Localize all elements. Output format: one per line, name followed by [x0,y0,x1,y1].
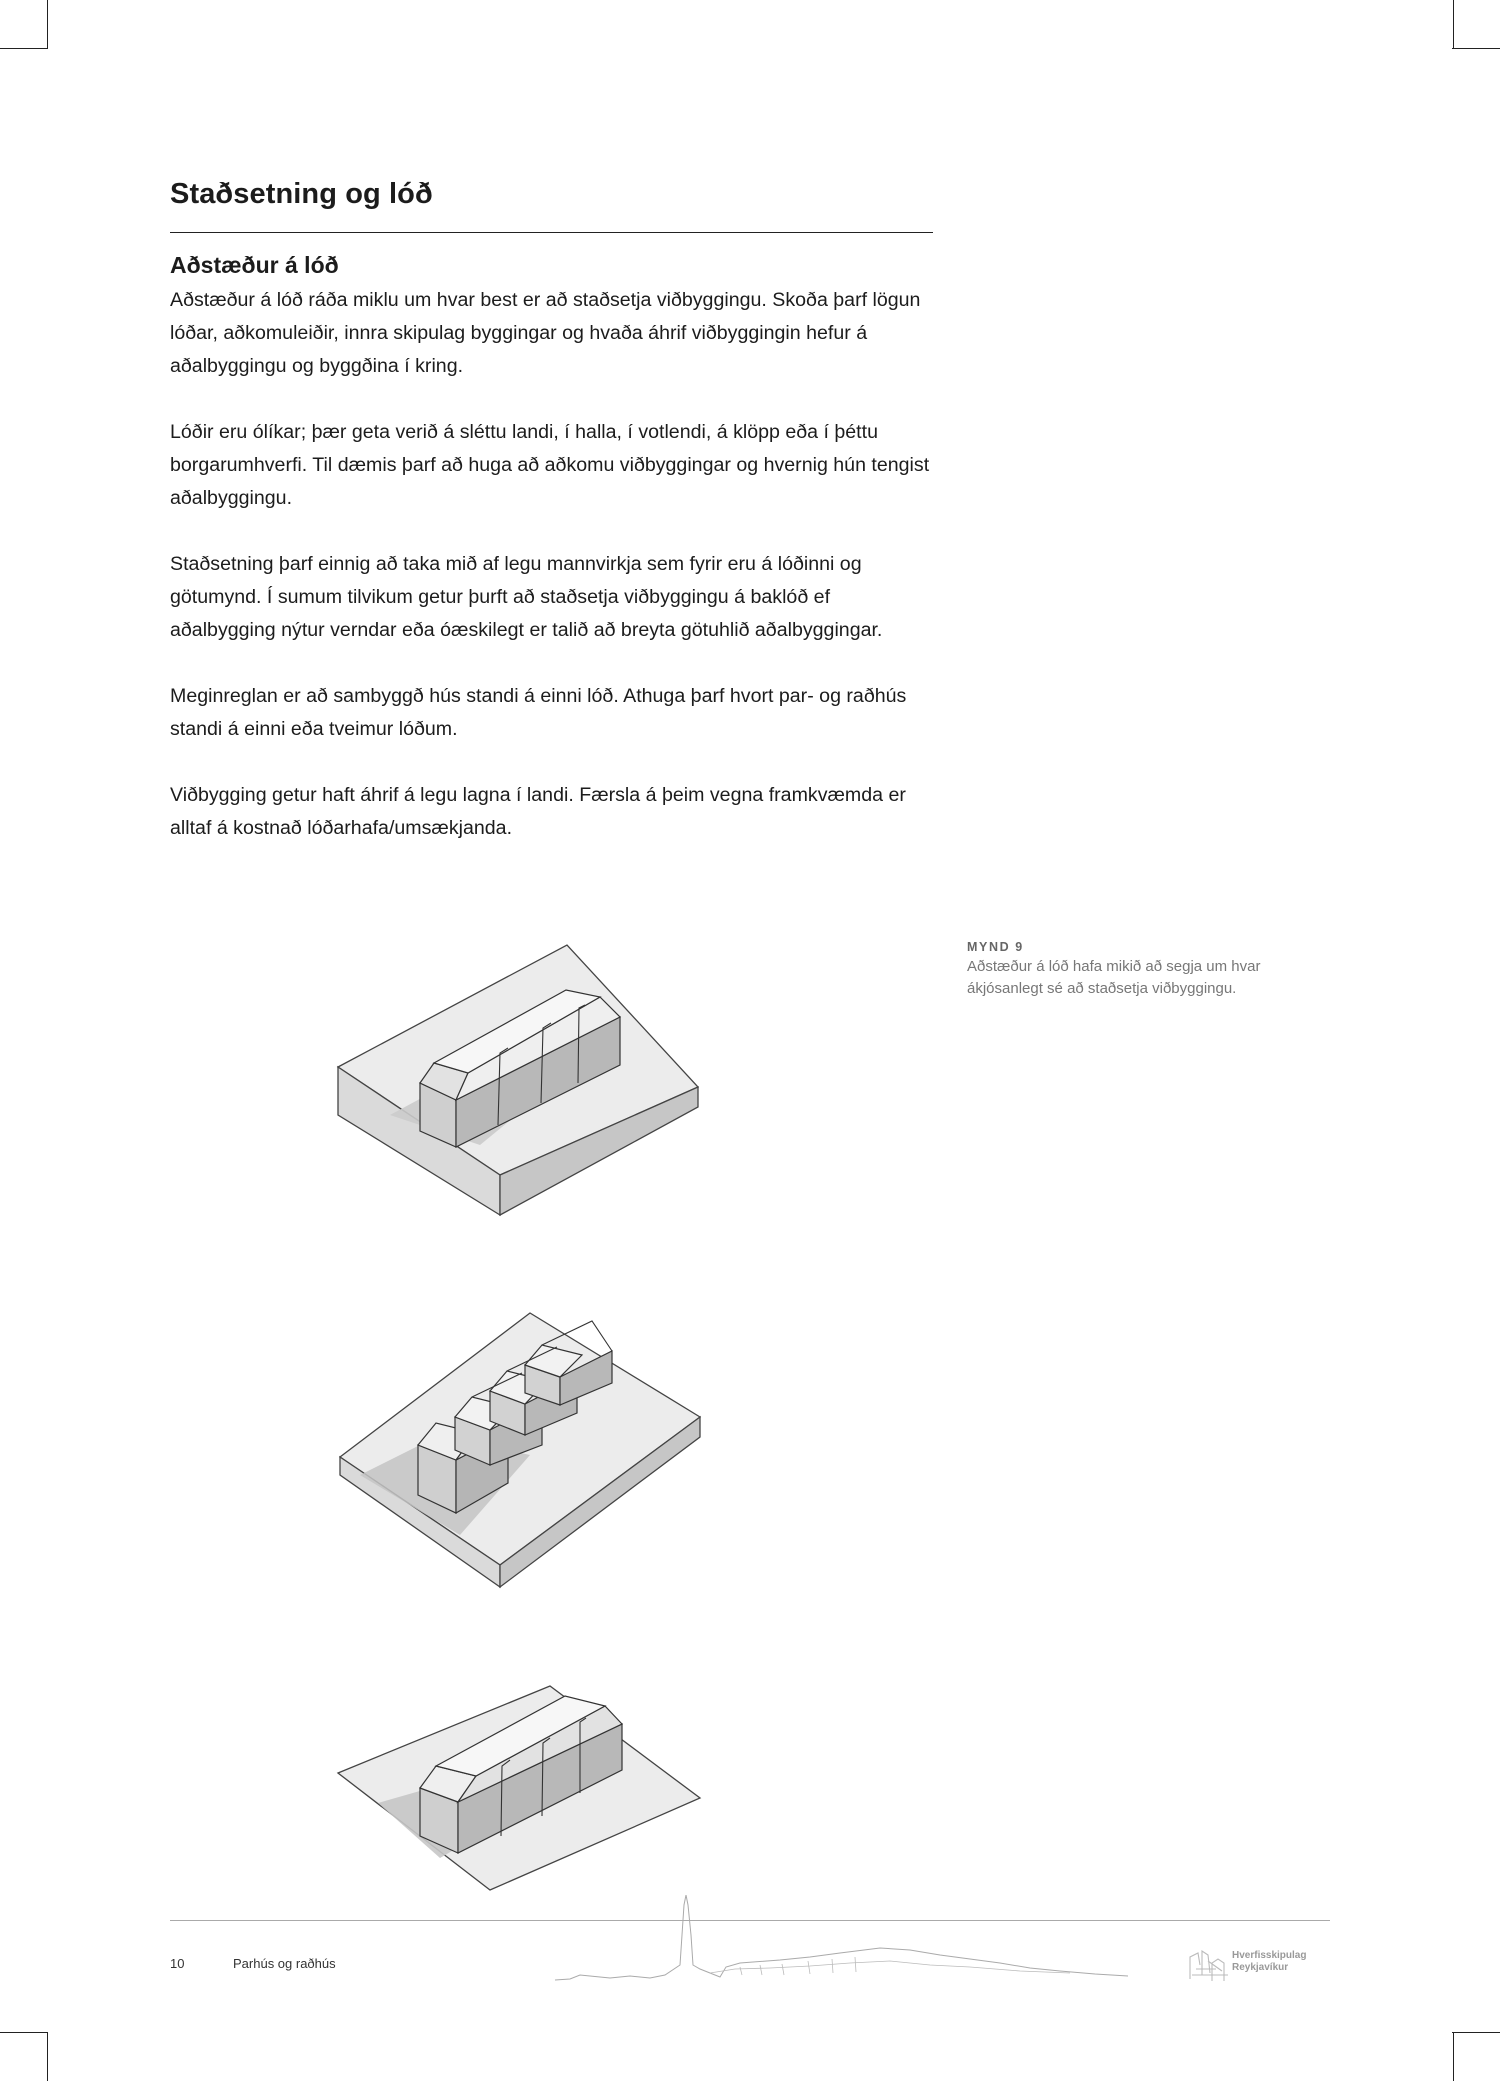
hverfisskipulag-logo-icon [1188,1945,1230,1985]
crop-mark [47,2033,48,2081]
logo-text [1232,1950,1306,1974]
logo-text-line1: Hverfisskipulag [1232,1950,1307,1961]
paragraph: Staðsetning þarf einnig að taka mið af legu mannvirkja sem fyrir eru á lóðinni og götumynd. Í sumum tilvikum getur þurft að staðsetja viðbyggingu á baklóð ef aðalbygging nýtur verndar eða óæskilegt er talið að breyta götuhlið aðalbyggingar. [170,553,883,641]
crop-mark [0,2032,48,2033]
figure-caption [967,938,1327,1000]
body-text [170,284,935,878]
page-number: 10 [170,1956,185,1971]
crop-mark [1452,2032,1500,2033]
page-title: Staðsetning og lóð [170,178,433,210]
crop-mark [1453,2033,1454,2081]
logo-text-line2: Reykjavíkur [1232,1962,1289,1973]
crop-mark [0,48,48,49]
crop-mark [1453,0,1454,48]
crop-mark [1452,48,1500,49]
illustration-flat-site [330,935,710,1220]
paragraph: Aðstæður á lóð ráða miklu um hvar best er að staðsetja viðbyggingu. Skoða þarf lögun lóðar, aðkomuleiðir, innra skipulag byggingar og hvaða áhrif viðbyggingin hefur á aðalbyggingu og byggðina í kring. [170,289,921,377]
document-title: Parhús og raðhús [233,1956,336,1971]
figure-label: MYND 9 [967,940,1024,954]
section-heading: Aðstæður á lóð [170,252,339,278]
paragraph: Viðbygging getur haft áhrif á legu lagna í landi. Færsla á þeim vegna framkvæmda er alltaf á kostnað lóðarhafa/umsækjanda. [170,784,906,839]
illustration-sloped-site [330,1305,710,1595]
crop-mark [47,0,48,48]
figure-caption-text: Aðstæður á lóð hafa mikið að segja um hvar ákjósanlegt sé að staðsetja viðbyggingu. [967,958,1261,997]
skyline-illustration [550,1895,1130,1990]
paragraph: Lóðir eru ólíkar; þær geta verið á sléttu landi, í halla, í votlendi, á klöpp eða í þéttu borgarumhverfi. Til dæmis þarf að huga að aðkomu viðbyggingar og hvernig hún tengist aðalbyggingu. [170,421,930,509]
title-divider [170,232,933,233]
illustration-thin-plot [330,1678,710,1893]
paragraph: Meginreglan er að sambyggð hús standi á einni lóð. Athuga þarf hvort par- og raðhús standi á einni eða tveimur lóðum. [170,685,907,740]
